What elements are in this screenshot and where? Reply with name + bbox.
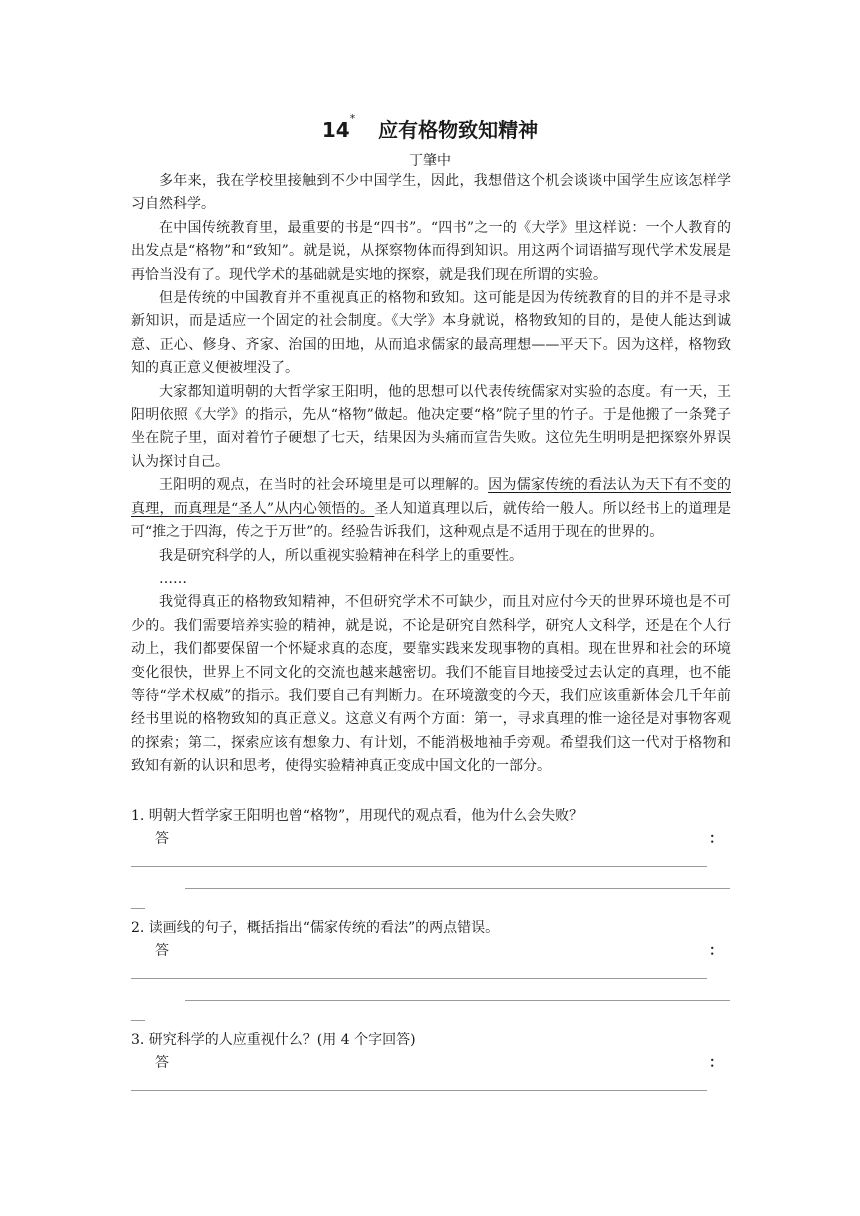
paragraph-2: 在中国传统教育里，最重要的书是“四书”。“四书”之一的《大学》里这样说：一个人教育的出发点是“格物”和“致知”。就是说，从探察物体而得到知识。用这两个词语描写现代学术发展是再恰当没有了。现代学术的基础就是实地的探察，就是我们现在所谓的实验。 (131, 219, 731, 283)
answer-line-2c (131, 1020, 145, 1021)
lesson-number: 14 (321, 118, 350, 142)
paragraph-1: 多年来，我在学校里接触到不少中国学生，因此，我想借这个机会谈谈中国学生应该怎样学习自然科学。 (131, 173, 731, 213)
answer-label: 答 (155, 1055, 169, 1071)
question-2-answer-row (131, 938, 731, 960)
ellipsis: …… (159, 570, 187, 587)
paragraph-5-end: 圣人知道真理以后，就传给一般人。所以经书上的道理是可“推之于四海，传之于万世”的。经验告诉我们，这种观点是不适用于现在的世界的。 (131, 500, 731, 541)
question-2 (131, 918, 731, 960)
question-1-text: 1. 明朝大哲学家王阳明也曾“格物”，用现代的观点看，他为什么会失败？ (131, 808, 584, 824)
asterisk-mark: * (349, 112, 356, 125)
answer-line-1b[interactable] (185, 888, 730, 889)
question-3 (131, 1030, 731, 1072)
question-1 (131, 806, 731, 848)
author: 丁肇中 (409, 153, 451, 169)
lesson-title-text: 应有格物致知精神 (378, 118, 539, 142)
article-body (131, 170, 731, 779)
paragraph-3: 但是传统的中国教育并不重视真正的格物和致知。这可能是因为传统教育的目的并不是寻求新知识，而是适应一个固定的社会制度。《大学》本身就说，格物致知的目的，是使人能达到诚意、正心、修身、齐家、治国的田地，从而追求儒家的最高理想——平天下。因为这样，格物致知的真正意义便被埋没了。 (131, 290, 731, 377)
answer-line-1a[interactable] (131, 866, 707, 867)
underlined-sentence: 因为儒家传统的看法认为天下有不变的真理，而真理是“圣人”从内心领悟的。 (131, 477, 732, 517)
paragraph-4: 大家都知道明朝的大哲学家王阳明，他的思想可以代表传统儒家对实验的态度。有一天，王阳明依照《大学》的指示，先从“格物”做起。他决定要“格”院子里的竹子。于是他搬了一条凳子坐在院子里，面对着竹子硬想了七天，结果因为头痛而宣告失败。这位先生明明是把探察外界误认为探讨自己。 (131, 383, 731, 470)
question-2-text: 2. 读画线的句子，概括指出“儒家传统的看法”的两点错误。 (131, 920, 500, 936)
lesson-title (0, 114, 860, 143)
question-3-text: 3. 研究科学的人应重视什么？(用 4 个字回答) (131, 1032, 416, 1048)
paragraph-6: 我是研究科学的人，所以重视实验精神在科学上的重要性。 (159, 547, 523, 564)
answer-label: 答 (155, 943, 169, 959)
question-3-answer-row (131, 1050, 731, 1072)
answer-line-1c (131, 908, 145, 909)
paragraph-7: 我觉得真正的格物致知精神，不但研究学术不可缺少，而且对应付今天的世界环境也是不可少的。我们需要培养实验的精神，就是说，不论是研究自然科学，研究人文科学，还是在个人行动上，我们都要保留一个怀疑求真的态度，要靠实践来发现事物的真相。现在世界和社会的环境变化很快，世界上不同文化的交流也越来越密切。我们不能盲目地接受过去认定的真理，也不能等待“学术权威”的指示。我们要自己有判断力。在环境激变的今天，我们应该重新体会几千年前经书里说的格物致知的真正意义。这意义有两个方面：第一，寻求真理的惟一途径是对事物客观的探索；第二，探索应该有想象力、有计划，不能消极地袖手旁观。希望我们这一代对于格物和致知有新的认识和思考，使得实验精神真正变成中国文化的一部分。 (131, 594, 731, 775)
answer-line-3a[interactable] (131, 1090, 707, 1091)
paragraph-5 (131, 474, 731, 544)
answer-colon: ： (709, 943, 723, 959)
answer-label: 答 (155, 831, 169, 847)
answer-line-2b[interactable] (185, 1000, 730, 1001)
question-1-answer-row (131, 826, 731, 848)
answer-colon: ： (709, 831, 723, 847)
answer-line-2a[interactable] (131, 978, 707, 979)
answer-colon: ： (709, 1055, 723, 1071)
paragraph-5-start: 王阳明的观点，在当时的社会环境里是可以理解的。 (159, 477, 489, 494)
